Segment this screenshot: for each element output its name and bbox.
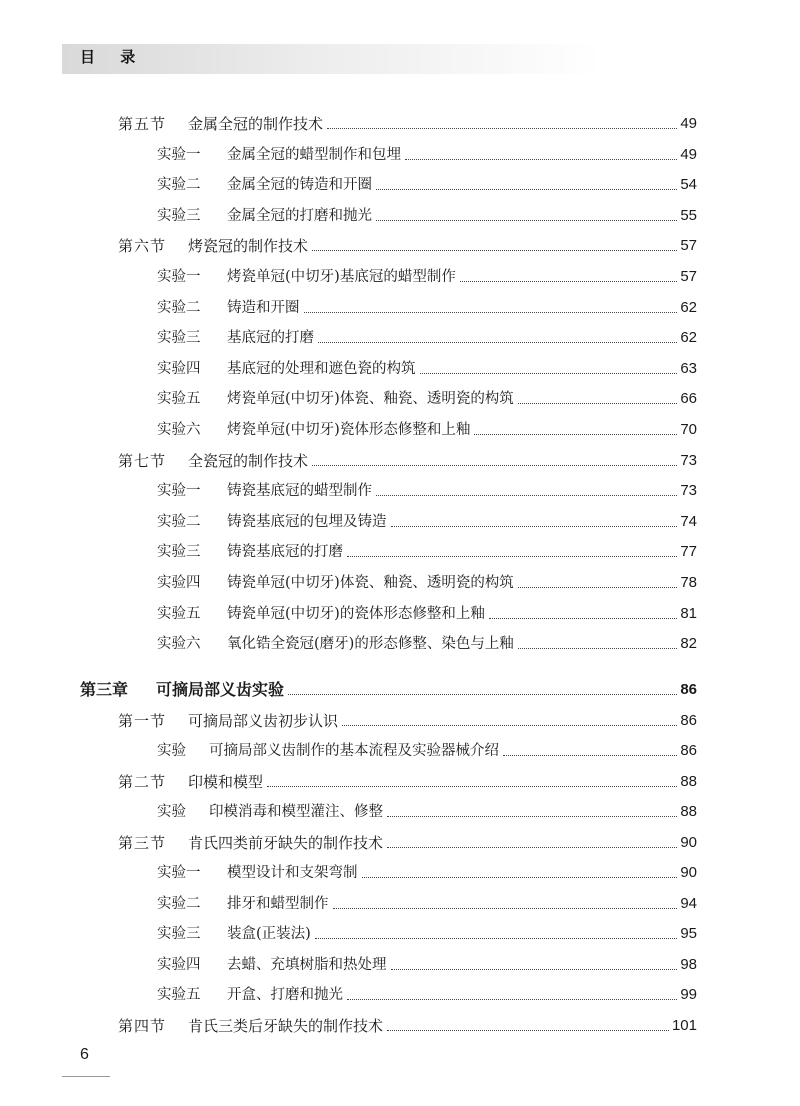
toc-entry-experiment[interactable]	[157, 141, 697, 165]
page-header-title: 目 录	[80, 48, 146, 66]
toc-entry-experiment[interactable]	[157, 859, 697, 883]
toc-entry-section[interactable]	[118, 1012, 697, 1036]
toc-entry-number: 实验三	[157, 544, 201, 561]
toc-entry-page: 73	[680, 451, 697, 469]
toc-entry-page: 49	[680, 115, 697, 132]
toc-entry-page: 66	[680, 390, 697, 408]
dot-leader	[503, 754, 677, 756]
dot-leader	[376, 219, 677, 221]
toc-entry-number: 第三章	[80, 680, 129, 699]
toc-entry-page: 54	[680, 176, 697, 194]
toc-entry-title: 氧化锆全瓷冠(磨牙)的形态修整、染色与上釉	[227, 636, 514, 653]
toc-entry-title: 装盒(正装法)	[227, 926, 311, 942]
toc-entry-page: 70	[680, 421, 697, 438]
dot-leader	[304, 311, 678, 313]
toc-entry-experiment[interactable]	[157, 798, 697, 822]
dot-leader	[518, 647, 678, 649]
dot-leader	[420, 372, 678, 374]
toc-entry-experiment[interactable]	[157, 355, 697, 379]
toc-entry-title: 印模消毒和模型灌注、修整	[209, 804, 383, 820]
toc-entry-experiment[interactable]	[157, 737, 697, 761]
toc-entry-title: 可摘局部义齿初步认识	[188, 711, 339, 730]
toc-entry-chapter[interactable]	[80, 676, 697, 700]
toc-entry-number: 第二节	[118, 772, 167, 791]
toc-entry-experiment[interactable]	[157, 263, 697, 287]
toc-entry-page: 88	[680, 803, 697, 820]
toc-entry-number: 实验四	[157, 360, 201, 377]
toc-entry-experiment[interactable]	[157, 890, 697, 914]
dot-leader	[362, 876, 678, 878]
toc-entry-number: 实验二	[157, 299, 201, 316]
toc-entry-page: 57	[680, 237, 697, 255]
dot-leader	[376, 188, 677, 190]
dot-leader	[391, 525, 678, 527]
toc-entry-number: 实验二	[157, 513, 201, 530]
dot-leader	[518, 402, 678, 404]
toc-entry-number: 实验四	[157, 956, 201, 973]
toc-entry-title: 去蜡、充填树脂和热处理	[227, 956, 387, 973]
toc-entry-section[interactable]	[118, 829, 697, 853]
toc-entry-experiment[interactable]	[157, 294, 697, 318]
toc-entry-title: 铸瓷基底冠的打磨	[227, 544, 343, 561]
toc-entry-title: 烤瓷单冠(中切牙)体瓷、釉瓷、透明瓷的构筑	[227, 391, 514, 408]
toc-entry-number: 实验	[157, 743, 186, 759]
toc-entry-page: 90	[680, 833, 697, 851]
dot-leader	[327, 127, 677, 129]
toc-entry-title: 铸瓷基底冠的包埋及铸造	[227, 513, 387, 530]
toc-entry-title: 印模和模型	[188, 772, 264, 791]
toc-entry-number: 实验二	[157, 177, 201, 194]
dot-leader	[387, 815, 677, 817]
toc-entry-page: 62	[680, 298, 697, 316]
toc-entry-page: 73	[680, 482, 697, 500]
dot-leader	[318, 341, 677, 343]
toc-entry-number: 实验一	[157, 865, 201, 881]
toc-entry-number: 第六节	[118, 237, 167, 256]
toc-entry-page: 86	[680, 711, 697, 729]
toc-entry-experiment[interactable]	[157, 508, 697, 532]
toc-entry-number: 实验五	[157, 987, 201, 1003]
toc-entry-title: 铸瓷基底冠的蜡型制作	[227, 483, 372, 500]
dot-leader	[489, 617, 678, 619]
toc-entry-experiment[interactable]	[157, 600, 697, 624]
toc-entry-title: 模型设计和支架弯制	[227, 865, 358, 881]
toc-entry-page: 94	[680, 894, 697, 912]
toc-entry-experiment[interactable]	[157, 477, 697, 501]
toc-entry-experiment[interactable]	[157, 951, 697, 975]
toc-entry-number: 第五节	[118, 115, 167, 133]
toc-entry-number: 实验五	[157, 605, 201, 622]
toc-entry-page: 86	[680, 742, 697, 759]
toc-entry-number: 实验六	[157, 422, 201, 438]
toc-entry-title: 铸造和开圈	[227, 299, 300, 316]
toc-entry-page: 55	[680, 206, 697, 224]
toc-entry-page: 101	[671, 1016, 697, 1034]
toc-entry-page: 49	[680, 145, 697, 163]
toc-entry-title: 金属全冠的打磨和抛光	[227, 207, 372, 224]
toc-entry-number: 实验六	[157, 636, 201, 653]
toc-entry-experiment[interactable]	[157, 324, 697, 348]
toc-entry-title: 铸瓷单冠(中切牙)体瓷、釉瓷、透明瓷的构筑	[227, 575, 514, 591]
footer-rule	[62, 1076, 110, 1077]
toc-entry-number: 第四节	[118, 1016, 167, 1035]
toc-entry-title: 基底冠的打磨	[227, 330, 314, 347]
toc-entry-number: 实验一	[157, 269, 201, 285]
toc-entry-experiment[interactable]	[157, 920, 697, 944]
toc-entry-experiment[interactable]	[157, 171, 697, 195]
toc-entry-page: 62	[680, 329, 697, 347]
toc-entry-page: 95	[680, 925, 697, 942]
toc-entry-page: 57	[680, 268, 697, 285]
toc-entry-page: 63	[680, 359, 697, 377]
toc-entry-page: 88	[680, 772, 697, 790]
toc-entry-title: 金属全冠的制作技术	[188, 115, 324, 133]
toc-entry-experiment[interactable]	[157, 202, 697, 226]
dot-leader	[405, 158, 677, 160]
toc-entry-section[interactable]	[118, 707, 697, 731]
toc-entry-number: 第七节	[118, 451, 167, 470]
dot-leader	[342, 724, 677, 726]
toc-entry-title: 金属全冠的铸造和开圈	[227, 177, 372, 194]
toc-entry-page: 82	[680, 635, 697, 653]
toc-entry-title: 烤瓷单冠(中切牙)基底冠的蜡型制作	[227, 269, 456, 285]
toc-entry-experiment[interactable]	[157, 630, 697, 654]
toc-entry-number: 实验五	[157, 391, 201, 408]
toc-entry-title: 全瓷冠的制作技术	[188, 451, 309, 470]
toc-entry-page: 99	[680, 986, 697, 1003]
dot-leader	[312, 464, 677, 466]
toc-entry-number: 实验三	[157, 330, 201, 347]
dot-leader	[391, 968, 678, 970]
toc-entry-number: 第三节	[118, 833, 167, 852]
toc-entry-number: 实验一	[157, 483, 201, 500]
toc-entry-experiment[interactable]	[157, 385, 697, 409]
toc-entry-number: 实验二	[157, 895, 201, 912]
toc-entry-number: 实验	[157, 804, 186, 820]
dot-leader	[267, 785, 677, 787]
toc-entry-number: 实验三	[157, 207, 201, 224]
toc-entry-title: 排牙和蜡型制作	[227, 895, 329, 912]
toc-entry-page: 74	[680, 512, 697, 530]
toc-entry-title: 肯氏四类前牙缺失的制作技术	[188, 833, 384, 852]
toc-entry-title: 开盒、打磨和抛光	[227, 987, 343, 1003]
toc-entry-page: 78	[680, 574, 697, 591]
toc-entry-title: 可摘局部义齿制作的基本流程及实验器械介绍	[209, 743, 499, 759]
toc-entry-section[interactable]	[118, 768, 697, 792]
dot-leader	[347, 998, 677, 1000]
toc-entry-title: 烤瓷单冠(中切牙)瓷体形态修整和上釉	[227, 422, 471, 438]
toc-entry-section[interactable]	[118, 232, 697, 256]
dot-leader	[333, 907, 678, 909]
toc-entry-experiment[interactable]	[157, 416, 697, 440]
dot-leader	[347, 555, 677, 557]
toc-entry-experiment[interactable]	[157, 538, 697, 562]
toc-entry-number: 实验一	[157, 146, 201, 163]
dot-leader	[288, 693, 677, 695]
toc-entry-title: 可摘局部义齿实验	[156, 680, 285, 699]
toc-entry-page: 77	[680, 543, 697, 561]
toc-entry-title: 基底冠的处理和遮色瓷的构筑	[227, 360, 416, 377]
toc-entry-title: 烤瓷冠的制作技术	[188, 237, 309, 256]
toc-entry-experiment[interactable]	[157, 981, 697, 1005]
toc-entry-title: 肯氏三类后牙缺失的制作技术	[188, 1016, 384, 1035]
toc-entry-number: 实验四	[157, 575, 201, 591]
dot-leader	[474, 433, 677, 435]
dot-leader	[460, 280, 677, 282]
toc-entry-experiment[interactable]	[157, 569, 697, 593]
dot-leader	[387, 846, 677, 848]
dot-leader	[518, 586, 678, 588]
toc-entry-page: 90	[680, 864, 697, 881]
toc-entry-section[interactable]	[118, 110, 697, 134]
toc-entry-number: 实验三	[157, 926, 201, 942]
toc-entry-number: 第一节	[118, 711, 167, 730]
dot-leader	[312, 249, 677, 251]
toc-entry-title: 金属全冠的蜡型制作和包埋	[227, 146, 401, 163]
page-number: 6	[80, 1046, 89, 1063]
dot-leader	[376, 494, 677, 496]
dot-leader	[387, 1029, 669, 1031]
toc-entry-page: 98	[680, 955, 697, 973]
toc-entry-section[interactable]	[118, 447, 697, 471]
toc-entry-page: 86	[680, 681, 697, 698]
toc-entry-title: 铸瓷单冠(中切牙)的瓷体形态修整和上釉	[227, 605, 485, 622]
toc-entry-page: 81	[680, 604, 697, 622]
dot-leader	[315, 937, 677, 939]
